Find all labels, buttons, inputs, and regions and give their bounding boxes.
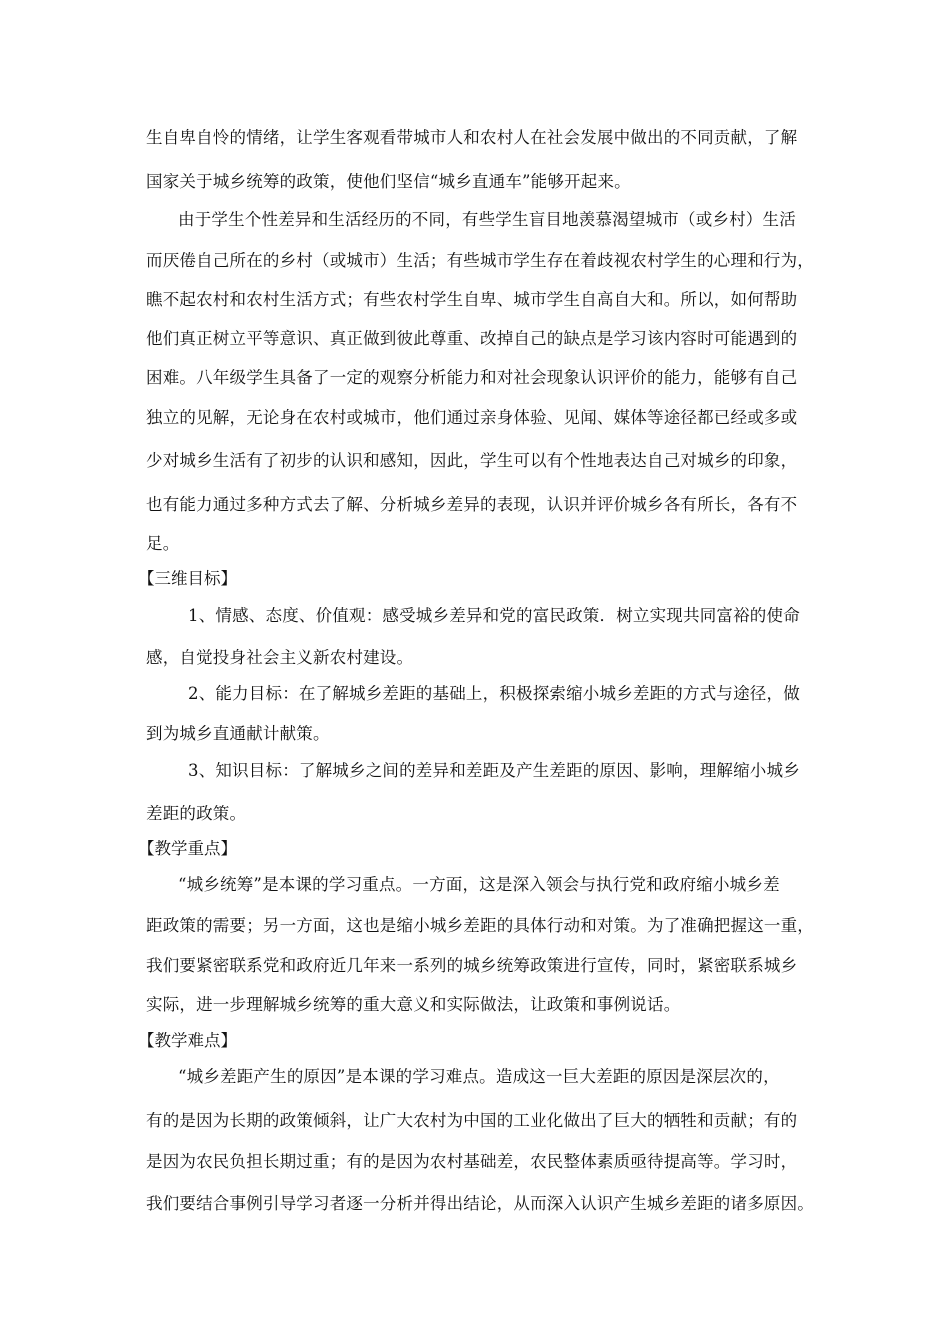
paragraph-line: 困难。八年级学生具备了一定的观察分析能力和对社会现象认识评价的能力，能够有自己 [146,368,798,387]
paragraph-line: 瞧不起农村和农村生活方式；有些农村学生自卑、城市学生自高自大和。所以，如何帮助 [146,290,798,309]
focus-line: 距政策的需要；另一方面，这也是缩小城乡差距的具体行动和对策。为了准确把握这一重， [146,916,814,935]
section-heading-focus: 【教学重点】 [138,839,237,858]
section-heading-difficulty: 【教学难点】 [138,1031,237,1050]
goal-item-1-line: 感，自觉投身社会主义新农村建设。 [146,648,414,667]
paragraph-line: 生自卑自怜的情绪，让学生客观看带城市人和农村人在社会发展中做出的不同贡献，了解 [146,128,798,147]
goal-item-3-line: 差距的政策。 [146,804,247,823]
focus-line: 实际，进一步理解城乡统筹的重大意义和实际做法，让政策和事例说话。 [146,995,681,1014]
difficulty-line: 有的是因为长期的政策倾斜，让广大农村为中国的工业化做出了巨大的牺牲和贡献；有的 [146,1111,798,1130]
paragraph-line: 足。 [146,534,180,553]
difficulty-line: 我们要结合事例引导学习者逐一分析并得出结论，从而深入认识产生城乡差距的诸多原因。 [146,1194,814,1213]
paragraph-line: 独立的见解，无论身在农村或城市，他们通过亲身体验、见闻、媒体等途径都已经或多或 [146,408,798,427]
goal-item-1-line: 1、情感、态度、价值观：感受城乡差异和党的富民政策．树立实现共同富裕的使命 [188,606,800,625]
paragraph-line: 国家关于城乡统筹的政策，使他们坚信“城乡直通车”能够开起来。 [146,172,631,191]
difficulty-line: 是因为农民负担长期过重；有的是因为农村基础差，农民整体素质亟待提高等。学习时， [146,1152,798,1171]
goal-item-2-line: 到为城乡直通献计献策。 [146,724,330,743]
section-heading-goals: 【三维目标】 [138,569,237,588]
difficulty-line: “城乡差距产生的原因”是本课的学习难点。造成这一巨大差距的原因是深层次的， [178,1067,780,1086]
goal-item-3-line: 3、知识目标：了解城乡之间的差异和差距及产生差距的原因、影响，理解缩小城乡 [188,761,800,780]
focus-line: 我们要紧密联系党和政府近几年来一系列的城乡统筹政策进行宣传，同时，紧密联系城乡 [146,956,798,975]
paragraph-line: 也有能力通过多种方式去了解、分析城乡差异的表现，认识并评价城乡各有所长，各有不 [146,495,798,514]
goal-item-2-line: 2、能力目标：在了解城乡差距的基础上，积极探索缩小城乡差距的方式与途径，做 [188,684,800,703]
focus-line: “城乡统筹”是本课的学习重点。一方面，这是深入领会与执行党和政府缩小城乡差 [178,875,780,894]
paragraph-line: 由于学生个性差异和生活经历的不同，有些学生盲目地羡慕渴望城市（或乡村）生活 [178,210,796,229]
paragraph-line: 他们真正树立平等意识、真正做到彼此尊重、改掉自己的缺点是学习该内容时可能遇到的 [146,329,798,348]
paragraph-line: 少对城乡生活有了初步的认识和感知，因此，学生可以有个性地表达自己对城乡的印象， [146,451,798,470]
paragraph-line: 而厌倦自己所在的乡村（或城市）生活；有些城市学生存在着歧视农村学生的心理和行为， [146,251,814,270]
